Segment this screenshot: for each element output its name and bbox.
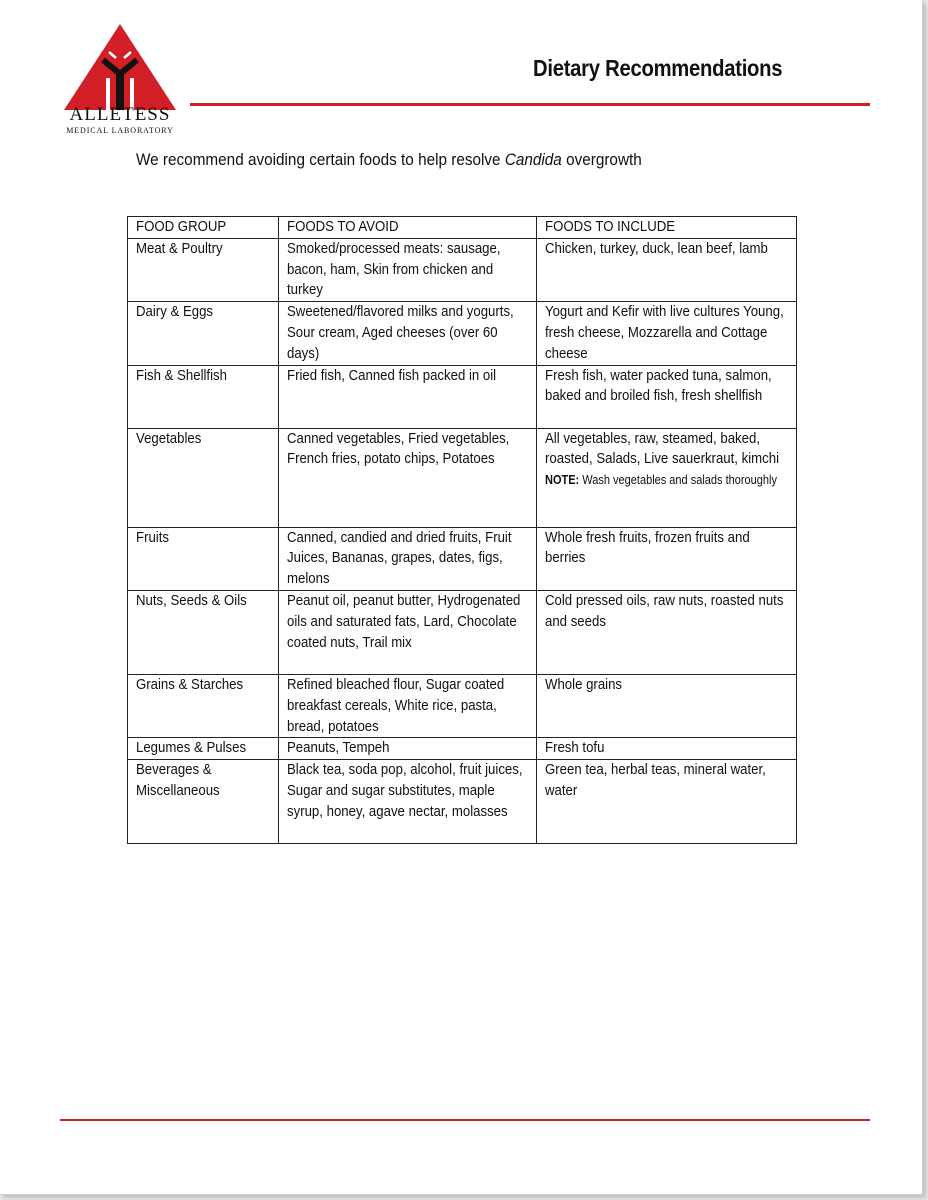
foods-to-include-text: Cold pressed oils, raw nuts, roasted nuts and seeds — [545, 591, 784, 630]
food-group-text: Fruits — [136, 528, 169, 546]
brand-subtitle: MEDICAL LABORATORY — [66, 126, 174, 135]
note-label: NOTE: — [545, 473, 580, 488]
foods-to-include-wrap — [545, 429, 793, 490]
vegetable-note — [545, 472, 793, 489]
page-title: Dietary Recommendations — [532, 55, 782, 81]
cell-food-group — [128, 527, 279, 590]
cell-foods-to-include — [537, 760, 797, 844]
foods-to-include-text: All vegetables, raw, steamed, baked, roasted, Salads, Live sauerkraut, kimchi — [545, 429, 780, 468]
food-group-text: Fish & Shellfish — [136, 366, 227, 384]
cell-foods-to-avoid — [279, 590, 537, 674]
table-row — [128, 590, 797, 674]
header-food-group — [128, 217, 279, 239]
cell-foods-to-avoid — [279, 365, 537, 428]
cell-foods-to-avoid — [279, 302, 537, 365]
cell-foods-to-include — [537, 738, 797, 760]
cell-foods-to-include — [537, 302, 797, 365]
table-row — [128, 302, 797, 365]
foods-to-avoid-text: Canned vegetables, Fried vegetables, French fries, potato chips, Potatoes — [287, 429, 510, 468]
table-row — [128, 738, 797, 760]
note-text: Wash vegetables and salads thoroughly — [579, 473, 777, 488]
header-divider — [190, 103, 870, 106]
cell-foods-to-include — [537, 590, 797, 674]
cell-food-group — [128, 365, 279, 428]
table-row — [128, 674, 797, 737]
foods-to-avoid-text: Smoked/processed meats: sausage, bacon, ham, Skin from chicken and turkey — [287, 239, 501, 299]
food-group-text: Dairy & Eggs — [136, 303, 214, 321]
cell-foods-to-avoid — [279, 674, 537, 737]
brand-name: ALLETESS — [69, 104, 171, 125]
cell-foods-to-include — [537, 428, 797, 527]
cell-food-group — [128, 760, 279, 844]
cell-food-group — [128, 238, 279, 301]
cell-foods-to-avoid — [279, 760, 537, 844]
cell-foods-to-include — [537, 674, 797, 737]
food-group-text: Legumes & Pulses — [136, 739, 247, 757]
food-group-text: Meat & Poultry — [136, 239, 223, 257]
foods-to-avoid-text: Black tea, soda pop, alcohol, fruit juices, Sugar and sugar substitutes, maple syrup, honey, agave nectar, molasses — [287, 761, 523, 820]
food-group-text: Vegetables — [136, 429, 202, 447]
cell-food-group — [128, 738, 279, 760]
cell-foods-to-avoid — [279, 238, 537, 301]
foods-to-avoid-text: Fried fish, Canned fish packed in oil — [287, 366, 497, 384]
foods-to-include-text: Yogurt and Kefir with live cultures Young, fresh cheese, Mozzarella and Cottage cheese — [545, 303, 784, 362]
foods-to-avoid-text: Peanut oil, peanut butter, Hydrogenated oils and saturated fats, Lard, Chocolate coated nuts, Trail mix — [287, 591, 521, 651]
intro-text-start: We recommend avoiding certain foods to help resolve — [136, 150, 505, 169]
food-group-text: Nuts, Seeds & Oils — [136, 591, 247, 609]
triangle-antibody-logo-icon — [62, 22, 178, 112]
table-row — [128, 760, 797, 844]
intro-sentence — [136, 150, 642, 170]
header-foods-to-avoid — [279, 217, 537, 239]
foods-to-include-text: Whole grains — [545, 675, 623, 693]
intro-text-end: overgrowth — [561, 150, 642, 169]
cell-food-group — [128, 590, 279, 674]
table-row — [128, 428, 797, 527]
footer-divider — [60, 1119, 870, 1121]
food-group-text: Grains & Starches — [136, 675, 244, 693]
table-row — [128, 527, 797, 590]
cell-foods-to-include — [537, 365, 797, 428]
cell-food-group — [128, 428, 279, 527]
cell-food-group — [128, 674, 279, 737]
foods-to-include-text: Whole fresh fruits, frozen fruits and berries — [545, 528, 750, 567]
foods-to-avoid-text: Sweetened/flavored milks and yogurts, Sour cream, Aged cheeses (over 60 days) — [287, 303, 514, 362]
table-row — [128, 365, 797, 428]
header-foods-to-include-label: FOODS TO INCLUDE — [545, 218, 676, 235]
diet-table — [127, 216, 797, 844]
foods-to-include-text: Fresh fish, water packed tuna, salmon, baked and broiled fish, fresh shellfish — [545, 366, 772, 405]
foods-to-include-text: Chicken, turkey, duck, lean beef, lamb — [545, 239, 768, 257]
cell-foods-to-include — [537, 527, 797, 590]
cell-foods-to-include — [537, 238, 797, 301]
food-group-text: Beverages & Miscellaneous — [136, 761, 220, 800]
table-header-row — [128, 217, 797, 239]
foods-to-include-text: Fresh tofu — [545, 739, 605, 757]
intro-emphasis: Candida — [504, 150, 562, 169]
header-food-group-label: FOOD GROUP — [136, 218, 227, 235]
foods-to-include-text: Green tea, herbal teas, mineral water, water — [545, 761, 766, 800]
cell-foods-to-avoid — [279, 527, 537, 590]
foods-to-avoid-text: Canned, candied and dried fruits, Fruit Juices, Bananas, grapes, dates, figs, melons — [287, 528, 512, 588]
cell-foods-to-avoid — [279, 428, 537, 527]
cell-foods-to-avoid — [279, 738, 537, 760]
alletess-logo — [60, 22, 180, 140]
table-row — [128, 238, 797, 301]
header-foods-to-avoid-label: FOODS TO AVOID — [287, 218, 399, 235]
foods-to-avoid-text: Refined bleached flour, Sugar coated breakfast cereals, White rice, pasta, bread, potatoes — [287, 675, 505, 735]
header-foods-to-include — [537, 217, 797, 239]
cell-food-group — [128, 302, 279, 365]
foods-to-avoid-text: Peanuts, Tempeh — [287, 739, 390, 757]
